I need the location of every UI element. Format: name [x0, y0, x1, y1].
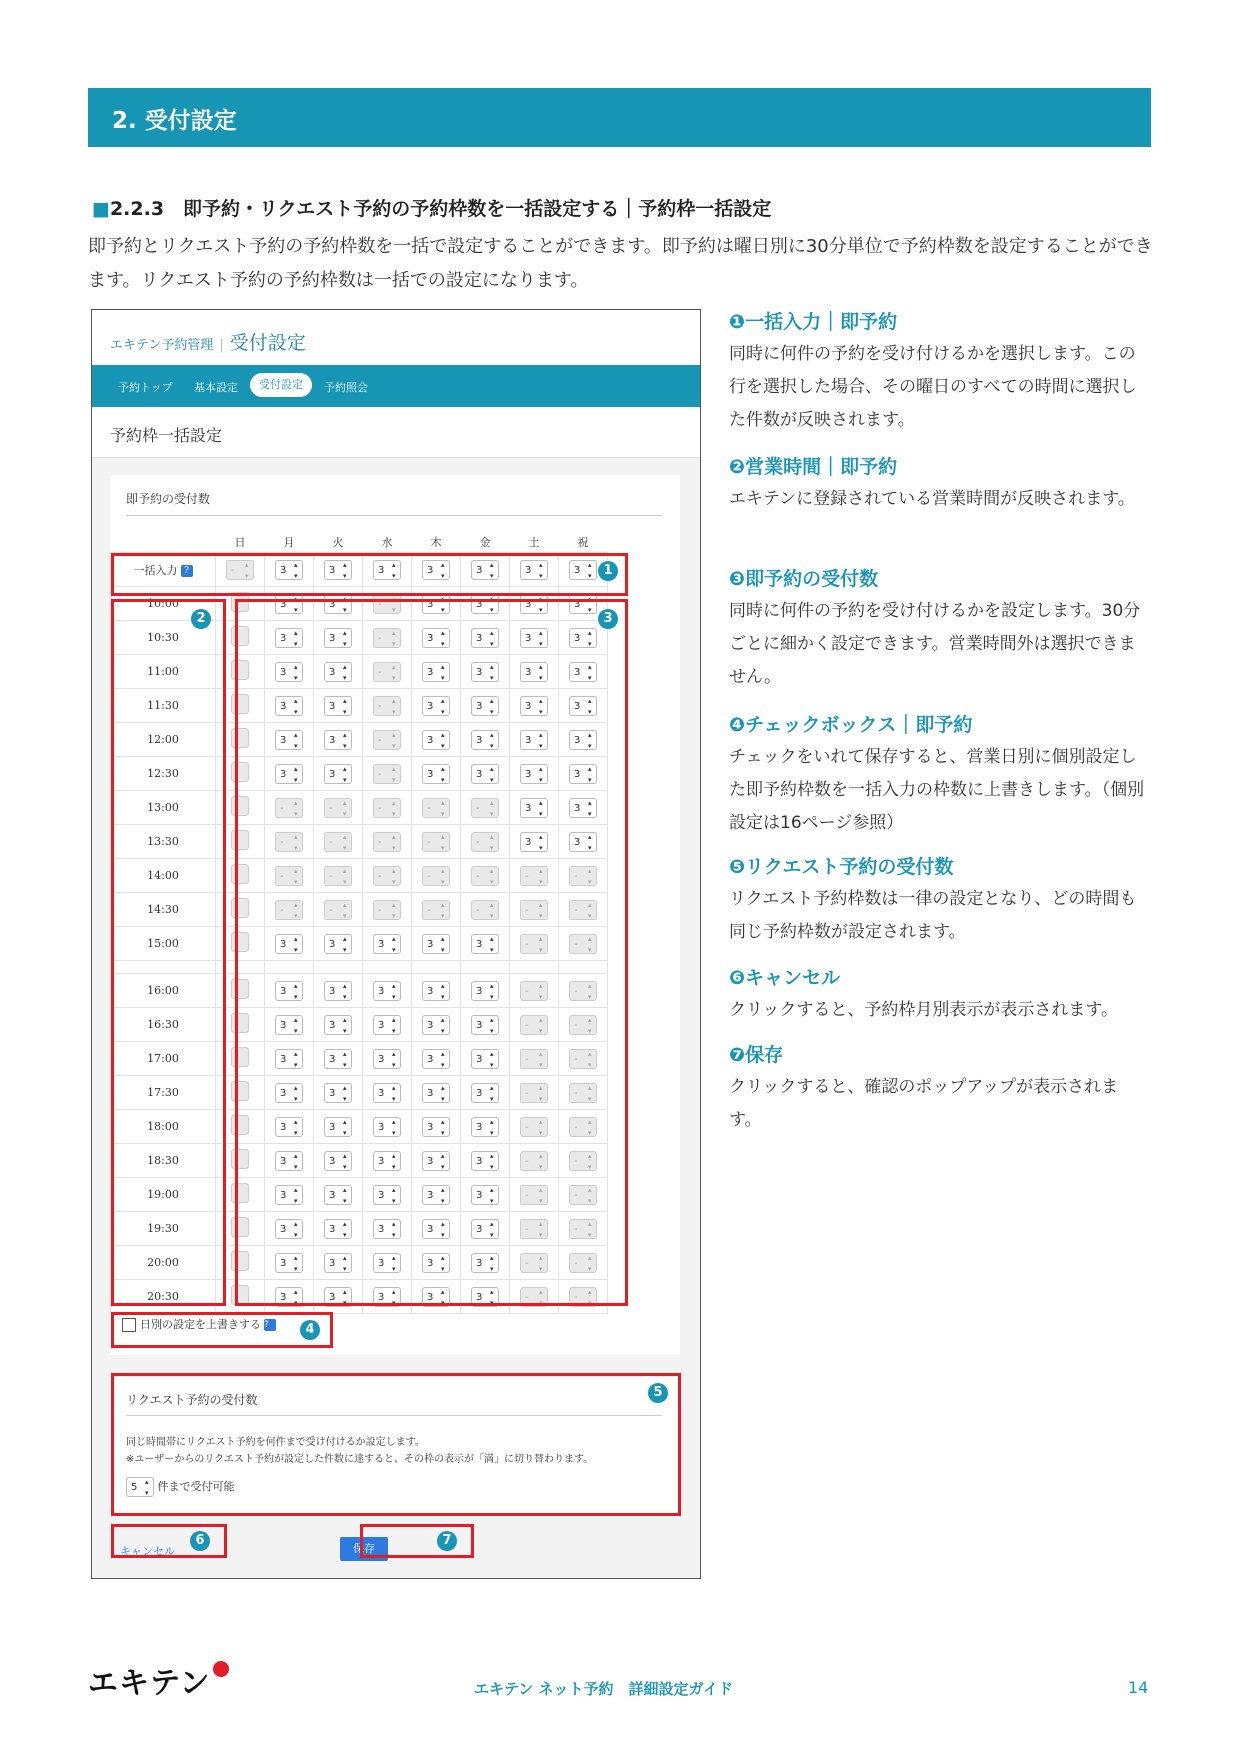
explanation-title: ❷営業時間｜即予約 [729, 456, 898, 478]
slot-select[interactable]: 3 ▴▾ [324, 1287, 352, 1307]
slot-select: - ▴▾ [520, 1185, 548, 1205]
section-title: 2. 受付設定 [112, 108, 237, 134]
save-button[interactable]: 保存 [340, 1537, 388, 1561]
time-label: 11:30 [111, 689, 216, 723]
slot-select[interactable]: 3 ▴▾ [422, 1185, 450, 1205]
slot-select[interactable]: 3 ▴▾ [471, 1185, 499, 1205]
day-header: 祝 [559, 532, 608, 553]
bulk-select[interactable]: 3 ▴▾ [471, 560, 499, 580]
slot-select[interactable]: 3 ▴▾ [471, 1151, 499, 1171]
grid-corner [111, 532, 216, 553]
help-icon[interactable]: ? [181, 565, 193, 577]
slot-select[interactable]: 3 ▴▾ [520, 594, 548, 614]
slot-select[interactable]: 3 ▴▾ [569, 594, 597, 614]
day-header: 水 [363, 532, 412, 553]
annotation-box-bulk [111, 553, 628, 596]
slot-select: - ▴▾ [520, 1151, 548, 1171]
bulk-label: 一括入力 [133, 563, 178, 577]
slot-select: - ▴▾ [373, 900, 401, 920]
time-label: 20:00 [111, 1246, 216, 1280]
slot-select: - ▴▾ [373, 798, 401, 818]
request-note: ※ユーザーからのリクエスト予約が設定した件数に達すると、その枠の表示が「満」に切り替わります。 [126, 1454, 594, 1465]
slot-select: - ▴▾ [520, 1117, 548, 1137]
slot-select: - ▴▾ [520, 1287, 548, 1307]
section-header [88, 88, 1151, 147]
slot-select[interactable]: 3 ▴▾ [569, 696, 597, 716]
request-card-title: リクエスト予約の受付数 [126, 1393, 258, 1407]
slot-select: - ▴▾ [569, 1015, 597, 1035]
slot-select: - ▴▾ [373, 832, 401, 852]
app-title: エキテン予約管理 | 受付設定 [110, 332, 306, 354]
time-label: 14:00 [111, 859, 216, 893]
logo-text: エキテン [88, 1666, 211, 1701]
day-header: 金 [461, 532, 510, 553]
slot-select[interactable]: 3 ▴▾ [569, 730, 597, 750]
time-label: 12:00 [111, 723, 216, 757]
time-label: 19:30 [111, 1212, 216, 1246]
badge-7: 7 [437, 1531, 457, 1551]
grid-header-row [111, 532, 608, 553]
explanation-text: クリックすると、予約枠月別表示が表示されます。 [729, 1000, 1118, 1020]
explanation-title: ❻キャンセル [729, 967, 841, 989]
slot-select[interactable]: 3 ▴▾ [422, 594, 450, 614]
time-label: 10:30 [111, 621, 216, 655]
slot-select[interactable]: 3 ▴▾ [373, 1185, 401, 1205]
slot-select: - ▴▾ [569, 1287, 597, 1307]
slot-select[interactable]: 3 ▴▾ [324, 1117, 352, 1137]
slot-select[interactable]: 3 ▴▾ [422, 1219, 450, 1239]
slot-select[interactable]: 3 ▴▾ [422, 662, 450, 682]
slot-select[interactable]: 3 ▴▾ [275, 1015, 303, 1035]
request-count-select[interactable]: 5 ▴▾ [126, 1477, 154, 1497]
slot-select[interactable]: 3 ▴▾ [520, 798, 548, 818]
slot-select[interactable]: 3 ▴▾ [324, 1185, 352, 1205]
slot-select[interactable]: 3 ▴▾ [569, 764, 597, 784]
slot-select[interactable]: 3 ▴▾ [471, 934, 499, 954]
slot-select: - ▴▾ [569, 900, 597, 920]
slot-select: - ▴▾ [569, 1253, 597, 1273]
slot-select: - ▴▾ [569, 1083, 597, 1103]
slot-select: - ▴▾ [520, 1049, 548, 1069]
bulk-select[interactable]: 3 ▴▾ [422, 560, 450, 580]
slot-select: - ▴▾ [275, 798, 303, 818]
time-label: 13:00 [111, 791, 216, 825]
slot-select[interactable]: 3 ▴▾ [422, 764, 450, 784]
nav-reservation-inquiry[interactable]: 予約照会 [324, 381, 368, 394]
slot-select: - ▴▾ [422, 900, 450, 920]
slot-select: - ▴▾ [520, 1083, 548, 1103]
slot-select: - ▴▾ [471, 832, 499, 852]
slot-select[interactable]: 3 ▴▾ [422, 1287, 450, 1307]
explanation-5 [729, 852, 1149, 949]
slot-select[interactable]: 3 ▴▾ [520, 696, 548, 716]
slot-select[interactable]: 3 ▴▾ [324, 1151, 352, 1171]
slot-select: - ▴▾ [569, 866, 597, 886]
slot-select[interactable]: 3 ▴▾ [471, 1287, 499, 1307]
slot-select[interactable]: 3 ▴▾ [324, 764, 352, 784]
explanation-text: 同時に何件の予約を受け付けるかを選択します。この行を選択した場合、その曜日のすべての時間に選択した件数が反映されます。 [729, 344, 1137, 430]
slot-select[interactable]: 3 ▴▾ [275, 1117, 303, 1137]
slot-select: - ▴▾ [569, 1219, 597, 1239]
slot-select[interactable]: 3 ▴▾ [471, 1083, 499, 1103]
explanation-text: リクエスト予約枠数は一律の設定となり、どの時間も同じ予約枠数が設定されます。 [729, 889, 1137, 942]
time-label: 18:30 [111, 1144, 216, 1178]
bulk-select[interactable]: 3 ▴▾ [373, 560, 401, 580]
explanation-3 [729, 564, 1149, 694]
slot-select: - ▴▾ [373, 594, 401, 614]
footer-title: エキテン ネット予約 詳細設定ガイド [474, 1680, 734, 1698]
bulk-select[interactable]: 3 ▴▾ [520, 560, 548, 580]
slot-select: - ▴▾ [520, 1015, 548, 1035]
explanation-4 [729, 710, 1149, 840]
slot-select[interactable]: 3 ▴▾ [471, 1219, 499, 1239]
heart-icon [213, 1661, 229, 1677]
slot-select: - ▴▾ [324, 866, 352, 886]
subsection-heading [92, 194, 771, 221]
slot-select[interactable]: 3 ▴▾ [422, 981, 450, 1001]
slot-select: - ▴▾ [275, 900, 303, 920]
slot-select[interactable]: 3 ▴▾ [275, 1083, 303, 1103]
badge-1: 1 [598, 561, 618, 581]
brand-logo [88, 1658, 229, 1702]
app-page: 受付設定 [229, 332, 306, 354]
bulk-select: - ▴▾ [226, 560, 254, 580]
slot-select[interactable]: 3 ▴▾ [275, 696, 303, 716]
app-nav [92, 365, 700, 407]
slot-select: - ▴▾ [422, 866, 450, 886]
slot-select[interactable]: 3 ▴▾ [275, 764, 303, 784]
bulk-select[interactable]: 3 ▴▾ [569, 560, 597, 580]
slot-select[interactable]: 3 ▴▾ [324, 1253, 352, 1273]
slot-select[interactable]: 3 ▴▾ [422, 1117, 450, 1137]
time-label: 12:30 [111, 757, 216, 791]
slot-select: - ▴▾ [520, 866, 548, 886]
slot-select[interactable]: 3 ▴▾ [275, 628, 303, 648]
slot-select: - ▴▾ [275, 832, 303, 852]
time-label: 16:00 [111, 974, 216, 1008]
slot-select[interactable]: 3 ▴▾ [275, 1219, 303, 1239]
slot-select[interactable]: 3 ▴▾ [569, 832, 597, 852]
day-header: 日 [216, 532, 265, 553]
slot-select: - ▴▾ [373, 696, 401, 716]
slot-select: - ▴▾ [520, 1219, 548, 1239]
slot-select[interactable]: 3 ▴▾ [422, 1083, 450, 1103]
badge-5: 5 [648, 1383, 668, 1403]
slot-select[interactable]: 3 ▴▾ [373, 934, 401, 954]
slot-select[interactable]: 3 ▴▾ [275, 1049, 303, 1069]
slot-select[interactable]: 3 ▴▾ [422, 628, 450, 648]
subsection-title: 2.2.3 即予約・リクエスト予約の予約枠数を一括設定する｜予約枠一括設定 [109, 198, 772, 220]
explanation-7 [729, 1040, 1149, 1137]
slot-select[interactable]: 3 ▴▾ [324, 1049, 352, 1069]
slot-select: - ▴▾ [373, 730, 401, 750]
slot-select[interactable]: 3 ▴▾ [275, 981, 303, 1001]
slot-select: - ▴▾ [520, 934, 548, 954]
explanation-title: ❺リクエスト予約の受付数 [729, 856, 954, 878]
slot-select: - ▴▾ [520, 981, 548, 1001]
explanation-title: ❹チェックボックス｜即予約 [729, 714, 973, 736]
bulk-select[interactable]: 3 ▴▾ [275, 560, 303, 580]
slot-select[interactable]: 3 ▴▾ [373, 1219, 401, 1239]
slot-select[interactable]: 3 ▴▾ [471, 764, 499, 784]
slot-select[interactable]: 3 ▴▾ [324, 1015, 352, 1035]
slot-select[interactable]: 3 ▴▾ [471, 1015, 499, 1035]
slot-select: - ▴▾ [324, 832, 352, 852]
slot-select[interactable]: 3 ▴▾ [324, 981, 352, 1001]
slot-select[interactable]: 3 ▴▾ [275, 1151, 303, 1171]
slot-select[interactable]: 3 ▴▾ [275, 662, 303, 682]
slot-select[interactable]: 3 ▴▾ [275, 1253, 303, 1273]
slot-select: - ▴▾ [422, 798, 450, 818]
slot-select: - ▴▾ [569, 1049, 597, 1069]
slot-select[interactable]: 3 ▴▾ [471, 594, 499, 614]
time-label: 19:00 [111, 1178, 216, 1212]
slot-select[interactable]: 3 ▴▾ [471, 696, 499, 716]
time-label: 20:30 [111, 1280, 216, 1314]
day-header: 月 [265, 532, 314, 553]
slot-select[interactable]: 3 ▴▾ [569, 798, 597, 818]
slot-select: - ▴▾ [471, 866, 499, 886]
slot-select: - ▴▾ [569, 934, 597, 954]
slot-select[interactable]: 3 ▴▾ [471, 1117, 499, 1137]
explanation-title: ❶一括入力｜即予約 [729, 311, 898, 333]
slot-select[interactable]: 3 ▴▾ [275, 1185, 303, 1205]
slot-select: - ▴▾ [471, 798, 499, 818]
time-label: 13:30 [111, 825, 216, 859]
slot-select[interactable]: 3 ▴▾ [471, 628, 499, 648]
day-header: 土 [510, 532, 559, 553]
slot-select: - ▴▾ [373, 662, 401, 682]
cancel-link[interactable]: キャンセル [120, 1545, 175, 1558]
slot-select[interactable]: 3 ▴▾ [324, 1219, 352, 1239]
slot-select: - ▴▾ [422, 832, 450, 852]
slot-select: - ▴▾ [569, 981, 597, 1001]
slot-select[interactable]: 3 ▴▾ [324, 730, 352, 750]
slot-select[interactable]: 3 ▴▾ [422, 696, 450, 716]
slot-select: - ▴▾ [324, 798, 352, 818]
slot-select[interactable]: 3 ▴▾ [373, 1083, 401, 1103]
time-label: 18:00 [111, 1110, 216, 1144]
slot-select[interactable]: 3 ▴▾ [520, 764, 548, 784]
divider [126, 515, 662, 516]
day-header: 木 [412, 532, 461, 553]
time-label: 11:00 [111, 655, 216, 689]
badge-4: 4 [300, 1320, 320, 1340]
slot-select[interactable]: 3 ▴▾ [422, 730, 450, 750]
explanation-6 [729, 963, 1149, 1027]
slot-select: - ▴▾ [569, 1185, 597, 1205]
page-number: 14 [1128, 1678, 1149, 1697]
slot-select[interactable]: 3 ▴▾ [422, 1015, 450, 1035]
explanation-1 [729, 307, 1149, 437]
slot-select[interactable]: 3 ▴▾ [275, 730, 303, 750]
annotation-box-slots [235, 599, 628, 1306]
slot-select[interactable]: 3 ▴▾ [471, 662, 499, 682]
badge-3: 3 [598, 609, 618, 629]
slot-select: - ▴▾ [471, 900, 499, 920]
slot-select[interactable]: 3 ▴▾ [275, 1287, 303, 1307]
intro-text: 即予約とリクエスト予約の予約枠数を一括で設定することができます。即予約は曜日別に30分単位で予約枠数を設定することができます。リクエスト予約の予約枠数は一括での設定になります。 [88, 236, 1153, 291]
time-label: 10:00 [111, 587, 216, 621]
time-label: 17:00 [111, 1042, 216, 1076]
nav-reception-settings[interactable]: 受付設定 [250, 373, 312, 397]
slot-select: - ▴▾ [373, 628, 401, 648]
annotation-box-request [111, 1373, 681, 1516]
time-label: 15:00 [111, 927, 216, 961]
explanation-title: ❸即予約の受付数 [729, 568, 879, 590]
slot-select[interactable]: 3 ▴▾ [471, 1049, 499, 1069]
request-count-suffix: 件まで受付可能 [157, 1480, 235, 1493]
instant-card-title: 即予約の受付数 [126, 492, 211, 506]
slot-select[interactable]: 3 ▴▾ [324, 594, 352, 614]
time-label: 14:30 [111, 893, 216, 927]
square-marker-icon: ■ [92, 198, 110, 220]
explanation-text: クリックすると、確認のポップアップが表示されます。 [729, 1077, 1119, 1130]
nav-basic-settings[interactable]: 基本設定 [194, 381, 238, 394]
slot-select[interactable]: 3 ▴▾ [324, 934, 352, 954]
explanation-text: エキテンに登録されている営業時間が反映されます。 [729, 489, 1135, 509]
slot-select[interactable]: 3 ▴▾ [520, 832, 548, 852]
slot-select: - ▴▾ [373, 764, 401, 784]
explanation-text: 同時に何件の予約を受け付けるかを設定します。30分ごとに細かく設定できます。営業時間外は選択できません。 [729, 601, 1141, 687]
slot-select[interactable]: 3 ▴▾ [275, 594, 303, 614]
slot-select[interactable]: 3 ▴▾ [422, 1151, 450, 1171]
slot-select[interactable]: 3 ▴▾ [373, 1151, 401, 1171]
request-description: 同じ時間帯にリクエスト予約を何件まで受け付けるか設定します。 [126, 1437, 425, 1448]
slot-select: - ▴▾ [520, 1253, 548, 1273]
slot-select: - ▴▾ [520, 900, 548, 920]
slot-select[interactable]: 3 ▴▾ [324, 1083, 352, 1103]
annotation-box-hours [111, 599, 226, 1306]
explanation-title: ❼保存 [729, 1044, 784, 1066]
slot-select[interactable]: 3 ▴▾ [373, 1049, 401, 1069]
slot-select[interactable]: 3 ▴▾ [373, 1117, 401, 1137]
app-name: エキテン予約管理 [110, 338, 214, 353]
time-label: 16:30 [111, 1008, 216, 1042]
slot-select: - ▴▾ [569, 1117, 597, 1137]
slot-select[interactable]: 3 ▴▾ [373, 1253, 401, 1273]
slot-select: - ▴▾ [324, 900, 352, 920]
page-title: 予約枠一括設定 [110, 426, 223, 445]
help-icon[interactable]: ? [264, 1319, 276, 1331]
slot-select[interactable]: 3 ▴▾ [373, 1287, 401, 1307]
slot-select[interactable]: 3 ▴▾ [520, 628, 548, 648]
slot-select: - ▴▾ [569, 1151, 597, 1171]
slot-select[interactable]: 3 ▴▾ [324, 628, 352, 648]
badge-2: 2 [191, 609, 211, 629]
slot-select[interactable]: 3 ▴▾ [471, 981, 499, 1001]
page-header [92, 407, 700, 458]
slot-select[interactable]: 3 ▴▾ [471, 730, 499, 750]
slot-select[interactable]: 3 ▴▾ [324, 696, 352, 716]
slot-select[interactable]: 3 ▴▾ [324, 662, 352, 682]
badge-6: 6 [190, 1531, 210, 1551]
slot-select: - ▴▾ [275, 866, 303, 886]
slot-select[interactable]: 3 ▴▾ [373, 981, 401, 1001]
bulk-select[interactable]: 3 ▴▾ [324, 560, 352, 580]
slot-select[interactable]: 3 ▴▾ [422, 1049, 450, 1069]
slot-select[interactable]: 3 ▴▾ [275, 934, 303, 954]
override-label: 日別の設定を上書きする [140, 1318, 261, 1331]
slot-select[interactable]: 3 ▴▾ [569, 662, 597, 682]
time-label: 17:30 [111, 1076, 216, 1110]
slot-select[interactable]: 3 ▴▾ [373, 1015, 401, 1035]
explanation-2 [729, 452, 1149, 516]
slot-select[interactable]: 3 ▴▾ [471, 1253, 499, 1273]
slot-select[interactable]: 3 ▴▾ [520, 662, 548, 682]
slot-select[interactable]: 3 ▴▾ [569, 628, 597, 648]
explanation-text: チェックをいれて保存すると、営業日別に個別設定した即予約枠数を一括入力の枠数に上書きします。（個別設定は16ページ参照） [729, 747, 1145, 833]
slot-select[interactable]: 3 ▴▾ [422, 1253, 450, 1273]
nav-reservation-top[interactable]: 予約トップ [118, 381, 173, 394]
slot-select[interactable]: 3 ▴▾ [520, 730, 548, 750]
day-header: 火 [314, 532, 363, 553]
slot-select[interactable]: 3 ▴▾ [422, 934, 450, 954]
slot-select: - ▴▾ [373, 866, 401, 886]
